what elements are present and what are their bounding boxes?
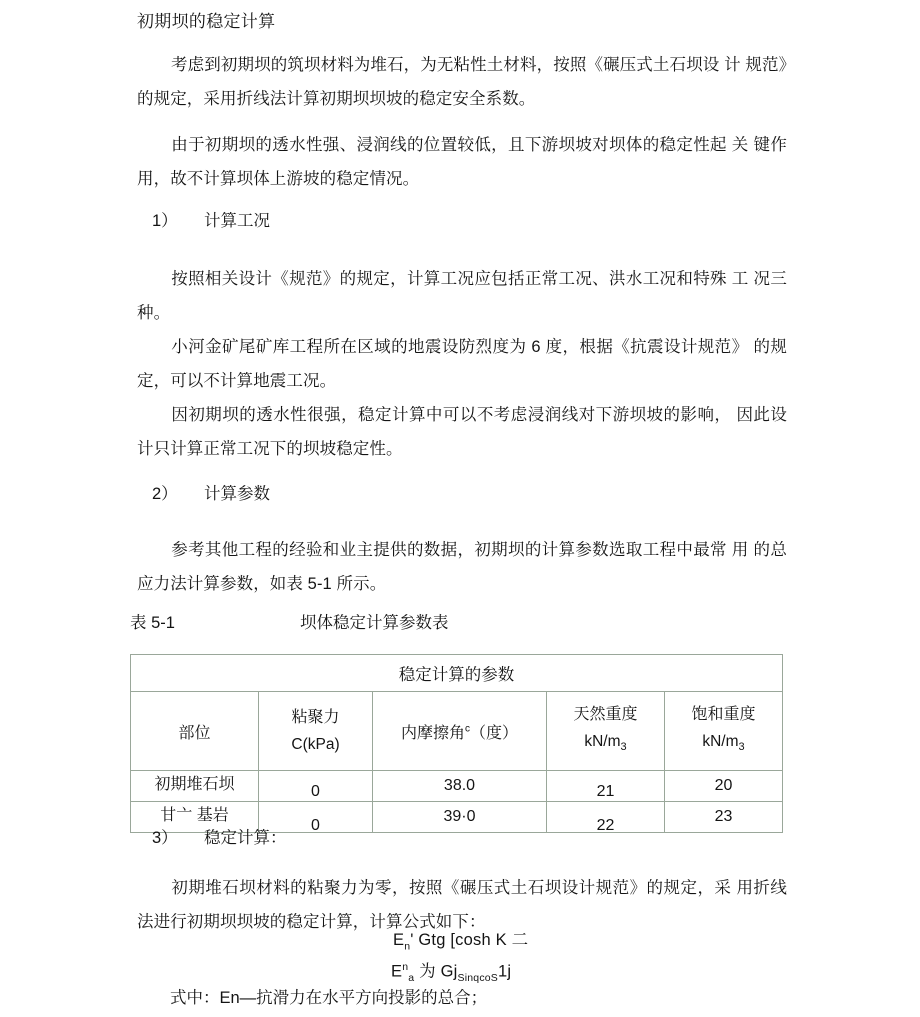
list-item-label: 计算参数 — [204, 485, 270, 503]
page-title: 初期坝的稳定计算 — [137, 12, 276, 31]
table-title-cell: 稳定计算的参数 — [131, 655, 783, 692]
formula-symbol-E: E — [393, 931, 405, 949]
paragraph-text: 按照相关设计《规范》的规定，计算工况应包括正常工况、洪水工况和特殊 工 况三种。 — [137, 270, 787, 322]
list-item-number: 2） — [152, 485, 178, 503]
header-superscript: c — [465, 723, 470, 735]
list-item-number: 1） — [152, 212, 178, 230]
cell-friction-angle — [373, 802, 547, 833]
header-label-group — [259, 704, 372, 758]
cell-value: 21 — [596, 783, 615, 800]
paragraph-parameters — [137, 533, 787, 601]
formula-subscript-a: a — [408, 972, 415, 985]
header-unit-group — [665, 728, 782, 761]
table-row — [131, 771, 783, 802]
paragraph-normal-case — [137, 398, 787, 466]
paragraph-text: 因初期坝的透水性很强，稳定计算中可以不考虑浸润线对下游坝坡的影响， 因此设计只计算正常工况下的坝坡稳定性。 — [137, 406, 787, 458]
formula-block — [393, 930, 528, 989]
table-caption-number: 表 5-1 — [130, 614, 175, 632]
formula-subscript-n: n — [404, 940, 411, 953]
cell-value: 22 — [596, 817, 615, 834]
header-label-group — [665, 701, 782, 761]
header-unit-group — [547, 728, 664, 761]
paragraph-cohesion — [137, 871, 787, 939]
cell-saturated-weight — [665, 771, 783, 802]
header-unit: C(kPa) — [291, 736, 340, 753]
header-label: 饱和重度 — [691, 705, 756, 723]
formula-line-1 — [393, 930, 528, 957]
paragraph-text: 由于初期坝的透水性强、浸润线的位置较低，且下游坝坡对坝体的稳定性起 关 键作用，故不计算坝体上游坡的稳定情况。 — [137, 136, 787, 188]
header-label: 部位 — [178, 724, 211, 742]
list-item-label: 计算工况 — [204, 212, 270, 230]
cell-value: 23 — [714, 808, 733, 825]
header-unit-subscript: 3 — [738, 741, 745, 754]
cell-value: 甘亠 基岩 — [160, 806, 229, 824]
cell-value: 0 — [311, 783, 320, 800]
paragraph-text: 考虑到初期坝的筑坝材料为堆石，为无粘性土材料，按照《碾压式土石坝设 计 规范》的规定，采用折线法计算初期坝坝坡的稳定安全系数。 — [137, 56, 787, 108]
formula-symbol-G: j — [453, 962, 458, 981]
header-cell-saturated-weight — [665, 692, 783, 771]
header-label: 内摩擦角 — [400, 724, 465, 742]
cell-position — [131, 771, 259, 802]
formula-expression: ' Gtg [cosh K 二 — [410, 931, 529, 949]
header-cell-natural-weight — [547, 692, 665, 771]
cell-value: 0 — [311, 817, 320, 834]
formula-note: 式中：En—抗滑力在水平方向投影的总合； — [170, 989, 488, 1007]
paragraph-seismic — [137, 330, 787, 398]
table-caption — [130, 609, 449, 633]
list-item-1 — [152, 204, 270, 238]
header-cell-position — [131, 692, 259, 771]
parameters-table-wrapper — [130, 654, 782, 833]
header-label-group — [547, 701, 664, 761]
header-label: 天然重度 — [573, 705, 638, 723]
table-caption-title: 坝体稳定计算参数表 — [300, 614, 449, 632]
paragraph-material — [137, 48, 787, 116]
header-cell-friction-angle — [373, 692, 547, 771]
cell-value: 39·0 — [443, 808, 476, 825]
cell-value: 38.0 — [443, 777, 476, 794]
paragraph-conditions — [137, 262, 787, 330]
table-title-row — [131, 655, 783, 692]
cell-saturated-weight — [665, 802, 783, 833]
cell-natural-weight — [547, 802, 665, 833]
formula-symbol-E: E — [391, 962, 403, 981]
cell-value: 20 — [714, 777, 733, 794]
formula-connector: 为 G — [414, 962, 454, 981]
cell-friction-angle — [373, 771, 547, 802]
parameters-table — [130, 654, 783, 833]
formula-superscript-n: n — [402, 961, 409, 974]
list-item-number: 3） — [152, 829, 178, 847]
list-item-2 — [152, 477, 270, 511]
header-unit: （度） — [470, 724, 519, 742]
paragraph-text: 小河金矿尾矿库工程所在区域的地震设防烈度为 6 度，根据《抗震设计规范》 的规定，可以不计算地震工况。 — [137, 338, 787, 390]
cell-cohesion — [259, 771, 373, 802]
header-unit-subscript: 3 — [620, 741, 627, 754]
list-item-label: 稳定计算： — [204, 829, 287, 847]
cell-natural-weight — [547, 771, 665, 802]
formula-expression: 1j — [498, 962, 512, 981]
header-label: 粘聚力 — [291, 709, 340, 726]
header-unit: kN/m — [702, 732, 739, 750]
list-item-3 — [152, 821, 287, 855]
paragraph-text: 初期堆石坝材料的粘聚力为零，按照《碾压式土石坝设计规范》的规定，采 用折线法进行初期坝坝坡的稳定计算，计算公式如下： — [137, 879, 787, 931]
header-unit: kN/m — [584, 732, 621, 750]
paragraph-permeability — [137, 128, 787, 196]
cell-value: 初期堆石坝 — [154, 775, 235, 793]
formula-subscript-j: SinqcoS — [457, 972, 499, 985]
table-header-row — [131, 692, 783, 771]
header-cell-cohesion — [259, 692, 373, 771]
paragraph-text: 参考其他工程的经验和业主提供的数据，初期坝的计算参数选取工程中最常 用 的总应力法计算参数，如表 5-1 所示。 — [137, 541, 787, 593]
